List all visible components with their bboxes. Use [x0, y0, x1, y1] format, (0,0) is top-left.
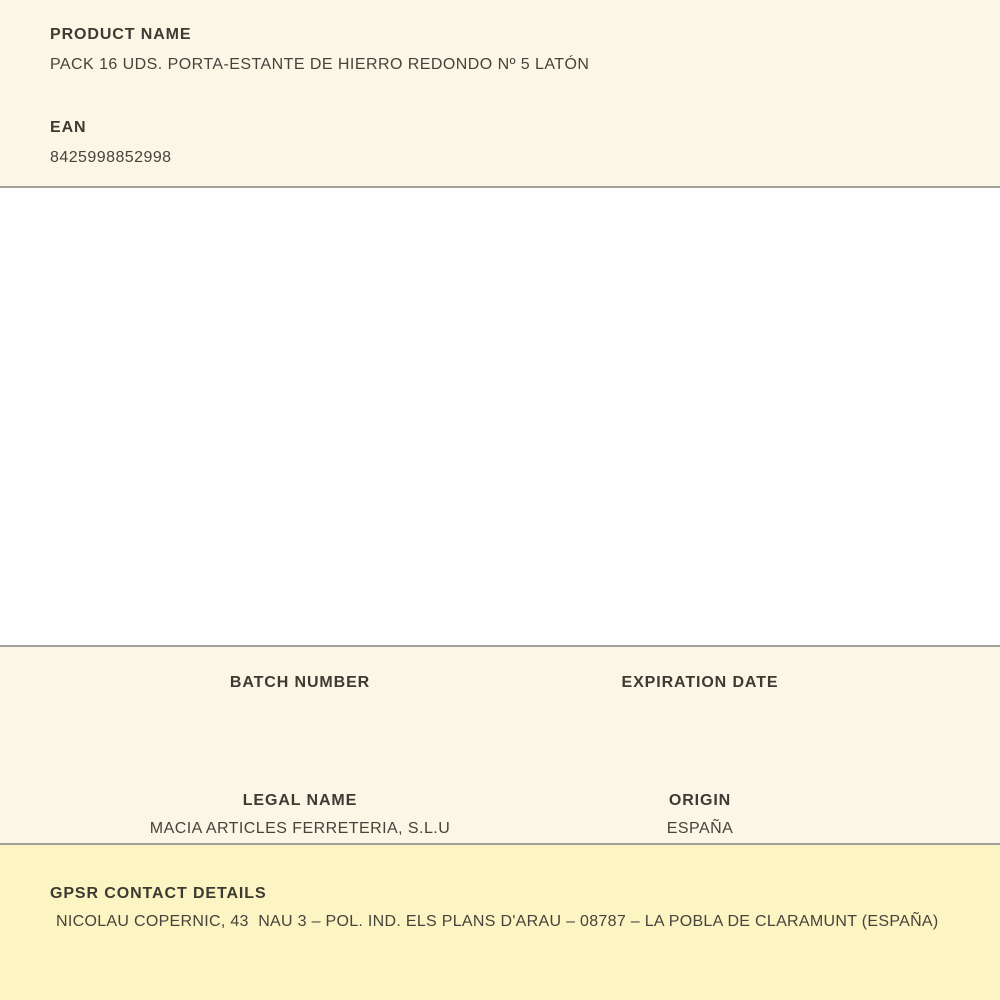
expiration-date-label: EXPIRATION DATE: [621, 674, 779, 691]
product-name-field: [50, 26, 960, 74]
origin-value: ESPAÑA: [666, 820, 734, 837]
batch-number-field: [100, 674, 500, 721]
legal-name-label: LEGAL NAME: [242, 792, 358, 809]
batch-number-label: BATCH NUMBER: [229, 674, 371, 691]
product-image-area: [0, 188, 1000, 647]
details-row-legal-origin: [100, 792, 900, 839]
details-row-batch-expiration: [100, 674, 900, 721]
expiration-date-field: [500, 674, 900, 721]
batch-details-section: [0, 647, 1000, 845]
ean-field: [50, 119, 960, 167]
batch-number-value: [100, 702, 500, 721]
ean-value: 8425998852998: [50, 149, 172, 166]
legal-name-value: MACIA ARTICLES FERRETERIA, S.L.U: [149, 820, 451, 837]
gpsr-contact-label: GPSR CONTACT DETAILS: [50, 885, 267, 902]
origin-field: [500, 792, 900, 839]
expiration-date-value: [500, 702, 900, 721]
ean-label: EAN: [50, 119, 87, 136]
legal-name-field: [100, 792, 500, 839]
gpsr-section: [0, 845, 1000, 1000]
origin-label: ORIGIN: [668, 792, 732, 809]
product-info-section: [0, 0, 1000, 188]
product-name-value: PACK 16 UDS. PORTA-ESTANTE DE HIERRO REDONDO Nº 5 LATÓN: [50, 56, 590, 73]
product-name-label: PRODUCT NAME: [50, 26, 192, 43]
gpsr-contact-address: NICOLAU COPERNIC, 43 NAU 3 – POL. IND. ELS PLANS D'ARAU – 08787 – LA POBLA DE CLARAMUNT (ESPAÑA): [56, 913, 939, 930]
